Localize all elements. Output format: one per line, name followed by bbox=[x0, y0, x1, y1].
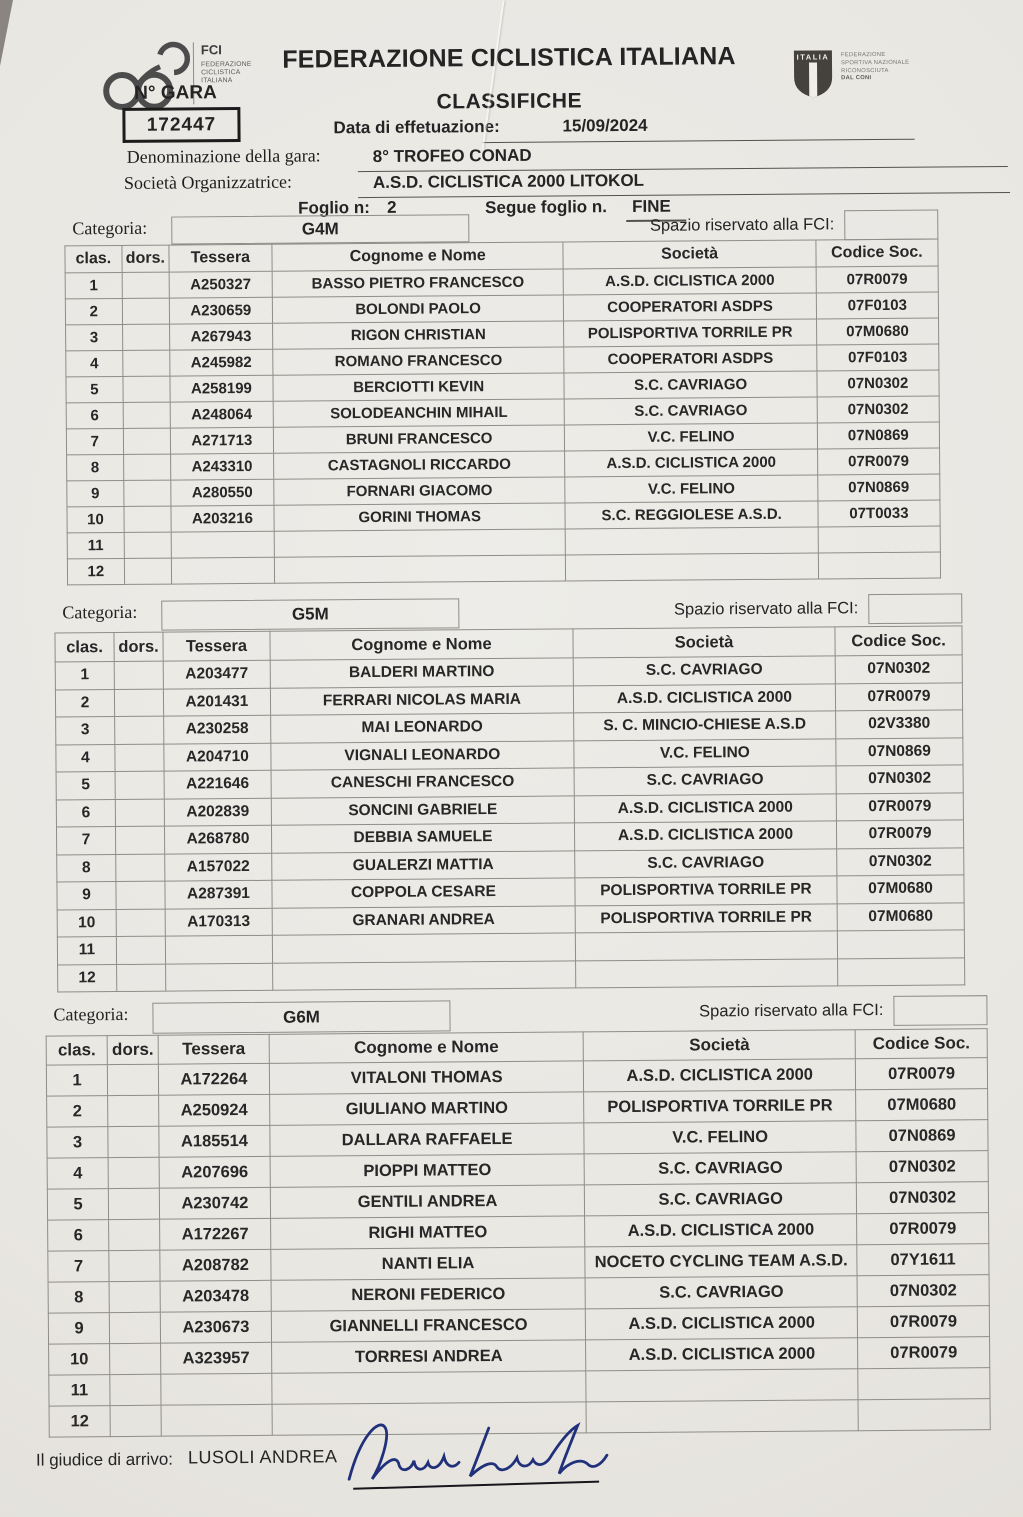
table-cell bbox=[566, 553, 818, 581]
table-cell: 11 bbox=[49, 1375, 110, 1406]
table-cell bbox=[274, 529, 566, 557]
table-cell: S. C. MINCIO-CHIESE A.S.D bbox=[573, 711, 835, 741]
table-cell bbox=[123, 402, 170, 428]
column-header: clas. bbox=[46, 1036, 107, 1065]
table-cell bbox=[114, 661, 163, 689]
table-cell bbox=[818, 552, 940, 579]
table-cell: A208782 bbox=[160, 1249, 271, 1281]
table-cell bbox=[110, 1343, 161, 1374]
column-header: clas. bbox=[55, 633, 114, 662]
table-cell bbox=[124, 558, 171, 584]
column-header: Cognome e Nome bbox=[272, 242, 564, 271]
category-value: G6M bbox=[282, 1006, 320, 1027]
table-cell bbox=[109, 1250, 160, 1281]
table-cell: A.S.D. CICLISTICA 2000 bbox=[573, 683, 835, 713]
table-cell: A287391 bbox=[165, 880, 272, 908]
results-table-g5m bbox=[54, 625, 965, 992]
table-cell bbox=[109, 1219, 160, 1250]
column-header: Tessera bbox=[163, 631, 270, 661]
category-box bbox=[161, 598, 459, 630]
coni-caption-line: FEDERAZIONE bbox=[840, 51, 886, 59]
column-header: Codice Soc. bbox=[855, 1029, 987, 1059]
table-cell: A172267 bbox=[160, 1218, 271, 1250]
table-cell bbox=[108, 1126, 159, 1157]
column-header: Cognome e Nome bbox=[269, 1032, 584, 1063]
table-cell: TORRESI ANDREA bbox=[272, 1340, 587, 1373]
table-cell: 07R0079 bbox=[816, 266, 938, 293]
table-cell bbox=[108, 1188, 159, 1219]
svg-text:ITALIA: ITALIA bbox=[796, 52, 830, 62]
table-cell: 10 bbox=[57, 909, 116, 937]
table-cell: 07M0680 bbox=[837, 875, 964, 903]
table-cell: 07F0103 bbox=[816, 292, 938, 319]
table-cell: A280550 bbox=[171, 479, 274, 506]
table-cell: A157022 bbox=[165, 853, 272, 881]
table-cell: VITALONI THOMAS bbox=[269, 1061, 584, 1094]
table-cell: A271713 bbox=[170, 427, 273, 454]
table-cell: 1 bbox=[46, 1065, 107, 1096]
table-cell: SOLODEANCHIN MIHAIL bbox=[273, 399, 565, 427]
sheet-number-value: 2 bbox=[387, 197, 397, 217]
table-cell: 07M0680 bbox=[856, 1089, 988, 1121]
table-cell: V.C. FELINO bbox=[574, 738, 836, 768]
table-cell: BRUNI FRANCESCO bbox=[273, 425, 565, 453]
table-cell: S.C. CAVRIAGO bbox=[575, 848, 837, 878]
table-cell: A.S.D. CICLISTICA 2000 bbox=[586, 1307, 858, 1340]
table-cell: COPPOLA CESARE bbox=[272, 878, 575, 908]
date-label: Data di effetuazione: bbox=[333, 116, 500, 138]
table-cell bbox=[115, 799, 164, 827]
column-header: dors. bbox=[107, 1035, 158, 1064]
table-cell: 2 bbox=[47, 1096, 108, 1127]
table-cell bbox=[858, 1399, 990, 1431]
table-cell: A230742 bbox=[159, 1187, 270, 1219]
table-cell: 1 bbox=[65, 272, 122, 298]
table-cell: S.C. CAVRIAGO bbox=[584, 1152, 856, 1185]
table-cell: COOPERATORI ASDPS bbox=[564, 293, 816, 321]
table-cell: A203216 bbox=[171, 505, 274, 532]
table-cell: 07N0302 bbox=[837, 847, 964, 875]
column-header: dors. bbox=[114, 632, 163, 661]
table-cell: 07N0302 bbox=[817, 370, 939, 397]
table-cell: 9 bbox=[48, 1313, 109, 1344]
table-cell: SONCINI GABRIELE bbox=[271, 795, 574, 825]
table-cell: 7 bbox=[48, 1251, 109, 1282]
table-cell: PIOPPI MATTEO bbox=[270, 1154, 585, 1187]
table-cell: S.C. CAVRIAGO bbox=[564, 371, 816, 399]
table-cell: GRANARI ANDREA bbox=[272, 905, 575, 935]
table-cell: V.C. FELINO bbox=[565, 475, 817, 503]
table-cell: A323957 bbox=[161, 1342, 272, 1374]
table-cell: A185514 bbox=[159, 1125, 270, 1157]
fci-org-line: CICLISTICA bbox=[201, 69, 241, 77]
category-value: G4M bbox=[301, 219, 339, 239]
race-name-underline bbox=[358, 166, 1008, 172]
table-cell bbox=[858, 1368, 990, 1400]
table-cell bbox=[575, 931, 837, 961]
table-cell: 5 bbox=[47, 1189, 108, 1220]
table-cell bbox=[122, 324, 169, 350]
next-sheet-label: Segue foglio n. bbox=[485, 197, 608, 218]
table-cell: ROMANO FRANCESCO bbox=[273, 347, 565, 375]
table-cell bbox=[122, 298, 169, 324]
fci-space-box bbox=[868, 593, 962, 624]
table-cell bbox=[124, 506, 171, 532]
table-cell bbox=[123, 454, 170, 480]
table-cell: V.C. FELINO bbox=[584, 1121, 856, 1154]
table-cell: A.S.D. CICLISTICA 2000 bbox=[584, 1059, 856, 1092]
table-cell: 07R0079 bbox=[858, 1337, 990, 1369]
sheet-number-label: Foglio n: bbox=[298, 198, 370, 218]
table-cell: 8 bbox=[67, 454, 124, 480]
column-header: Tessera bbox=[158, 1034, 269, 1064]
table-cell: POLISPORTIVA TORRILE PR bbox=[575, 876, 837, 906]
table-cell: A250327 bbox=[169, 271, 272, 298]
table-cell: 1 bbox=[55, 662, 114, 690]
table-cell: 3 bbox=[66, 324, 123, 350]
table-cell bbox=[116, 854, 165, 882]
table-cell: 3 bbox=[56, 717, 115, 745]
table-cell: 9 bbox=[67, 480, 124, 506]
table-cell bbox=[171, 557, 274, 584]
table-cell: RIGHI MATTEO bbox=[271, 1216, 586, 1249]
organizer-label: Società Organizzatrice: bbox=[123, 171, 293, 193]
table-cell: 07F0103 bbox=[816, 344, 938, 371]
table-cell: 8 bbox=[57, 854, 116, 882]
race-name-label: Denominazione della gara: bbox=[126, 145, 321, 167]
category-section-g5m bbox=[54, 592, 965, 992]
table-cell: DEBBIA SAMUELE bbox=[271, 823, 574, 853]
next-sheet-value: FINE bbox=[632, 196, 671, 216]
table-cell: GORINI THOMAS bbox=[274, 503, 566, 531]
italia-shield-icon bbox=[792, 47, 834, 99]
table-cell: 11 bbox=[67, 532, 124, 558]
table-cell: 2 bbox=[65, 298, 122, 324]
table-cell: 07N0302 bbox=[857, 1275, 989, 1307]
table-cell: A.S.D. CICLISTICA 2000 bbox=[565, 449, 817, 477]
column-header: Codice Soc. bbox=[816, 239, 938, 267]
table-cell: A170313 bbox=[165, 908, 272, 936]
table-cell: A243310 bbox=[170, 453, 273, 480]
table-cell: BERCIOTTI KEVIN bbox=[273, 373, 565, 401]
category-box bbox=[171, 214, 469, 244]
coni-caption-line: RICONOSCIUTA bbox=[841, 67, 889, 74]
table-cell: VIGNALI LEONARDO bbox=[271, 740, 574, 770]
table-cell: DALLARA RAFFAELE bbox=[270, 1123, 585, 1156]
coni-logo bbox=[792, 47, 910, 100]
table-cell: 12 bbox=[58, 964, 117, 992]
table-cell: GENTILI ANDREA bbox=[270, 1185, 585, 1218]
table-cell: 5 bbox=[56, 772, 115, 800]
table-cell: BOLONDI PAOLO bbox=[272, 295, 564, 323]
table-cell: 2 bbox=[55, 689, 114, 717]
table-cell: A203477 bbox=[163, 660, 270, 688]
table-cell: 07N0302 bbox=[835, 655, 962, 683]
table-cell: 4 bbox=[47, 1158, 108, 1189]
table-cell: GIANNELLI FRANCESCO bbox=[271, 1309, 586, 1342]
table-cell: POLISPORTIVA TORRILE PR bbox=[584, 1090, 856, 1123]
table-cell bbox=[115, 771, 164, 799]
fci-space-box bbox=[844, 210, 938, 241]
table-cell bbox=[586, 1400, 858, 1433]
organizer-value: A.S.D. CICLISTICA 2000 LITOKOL bbox=[372, 170, 645, 192]
table-cell bbox=[109, 1281, 160, 1312]
page-title: FEDERAZIONE CICLISTICA ITALIANA bbox=[282, 42, 736, 74]
table-cell: S.C. CAVRIAGO bbox=[574, 766, 836, 796]
table-cell bbox=[566, 527, 818, 555]
column-header: Tessera bbox=[169, 244, 272, 272]
table-cell: A248064 bbox=[170, 401, 273, 428]
table-cell: 07R0079 bbox=[835, 682, 962, 710]
table-cell bbox=[115, 716, 164, 744]
table-cell bbox=[837, 930, 964, 958]
table-cell: CASTAGNOLI RICCARDO bbox=[273, 451, 565, 479]
table-cell: 07M0680 bbox=[837, 902, 964, 930]
race-number-box bbox=[122, 107, 240, 143]
table-cell bbox=[161, 1373, 272, 1405]
results-table-g4m bbox=[64, 239, 941, 586]
column-header: Società bbox=[563, 240, 816, 269]
table-cell bbox=[818, 526, 940, 553]
table-cell: 7 bbox=[56, 827, 115, 855]
table-cell: 10 bbox=[67, 506, 124, 532]
table-cell: S.C. REGGIOLESE A.S.D. bbox=[565, 501, 817, 529]
column-header: Cognome e Nome bbox=[270, 629, 573, 660]
category-section-g4m bbox=[64, 209, 941, 586]
table-cell: 12 bbox=[49, 1406, 110, 1437]
fci-org-line: ITALIANA bbox=[201, 77, 233, 85]
table-cell bbox=[838, 957, 965, 985]
table-cell: A207696 bbox=[159, 1156, 270, 1188]
table-cell: V.C. FELINO bbox=[565, 423, 817, 451]
table-cell: 07R0079 bbox=[858, 1306, 990, 1338]
table-cell: 8 bbox=[48, 1282, 109, 1313]
fci-space-label: Spazio riservato alla FCI: bbox=[699, 1000, 884, 1021]
table-cell: A201431 bbox=[163, 688, 270, 716]
table-cell: S.C. CAVRIAGO bbox=[573, 656, 835, 686]
table-cell bbox=[575, 958, 837, 988]
table-cell: A230258 bbox=[164, 715, 271, 743]
table-cell: A.S.D. CICLISTICA 2000 bbox=[574, 793, 836, 823]
table-cell: 7 bbox=[66, 428, 123, 454]
table-cell: A245982 bbox=[170, 349, 273, 376]
table-cell bbox=[114, 689, 163, 717]
page-subtitle: CLASSIFICHE bbox=[436, 89, 583, 114]
table-cell: POLISPORTIVA TORRILE PR bbox=[564, 319, 816, 347]
table-cell: 07R0079 bbox=[836, 792, 963, 820]
table-cell: 4 bbox=[56, 744, 115, 772]
table-cell: 07N0302 bbox=[857, 1182, 989, 1214]
table-cell: A.S.D. CICLISTICA 2000 bbox=[586, 1338, 858, 1371]
table-cell: A250924 bbox=[159, 1094, 270, 1126]
table-cell: A204710 bbox=[164, 743, 271, 771]
table-cell: A172264 bbox=[158, 1063, 269, 1095]
table-cell: A203478 bbox=[160, 1280, 271, 1312]
table-cell: 07M0680 bbox=[816, 318, 938, 345]
table-cell: 07R0079 bbox=[817, 448, 939, 475]
column-header: Codice Soc. bbox=[835, 626, 962, 656]
table-cell: POLISPORTIVA TORRILE PR bbox=[575, 903, 837, 933]
table-cell bbox=[123, 480, 170, 506]
organizer-underline bbox=[358, 192, 1010, 198]
table-cell: 3 bbox=[47, 1127, 108, 1158]
table-cell: NOCETO CYCLING TEAM A.S.D. bbox=[585, 1245, 857, 1278]
table-cell: 07N0302 bbox=[836, 765, 963, 793]
table-cell bbox=[165, 935, 272, 963]
table-cell bbox=[116, 881, 165, 909]
table-cell bbox=[272, 1371, 587, 1404]
coni-caption-line: SPORTIVA NAZIONALE bbox=[840, 59, 910, 67]
table-cell bbox=[116, 936, 165, 964]
table-cell: FORNARI GIACOMO bbox=[274, 477, 566, 505]
table-cell: A230673 bbox=[160, 1311, 271, 1343]
fci-abbr: FCI bbox=[200, 42, 222, 58]
table-cell: 07R0079 bbox=[857, 1213, 989, 1245]
date-value: 15/09/2024 bbox=[562, 115, 648, 136]
table-cell bbox=[272, 960, 575, 990]
table-cell bbox=[116, 909, 165, 937]
table-cell: BASSO PIETRO FRANCESCO bbox=[272, 269, 564, 297]
table-cell: A258199 bbox=[170, 375, 273, 402]
table-cell: 5 bbox=[66, 376, 123, 402]
table-cell: NERONI FEDERICO bbox=[271, 1278, 586, 1311]
table-cell: 07N0869 bbox=[856, 1120, 988, 1152]
fci-space-label: Spazio riservato alla FCI: bbox=[649, 215, 835, 235]
table-cell: S.C. CAVRIAGO bbox=[565, 397, 817, 425]
table-cell: 07R0079 bbox=[836, 820, 963, 848]
table-cell bbox=[124, 532, 171, 558]
table-cell bbox=[110, 1405, 161, 1436]
table-cell bbox=[108, 1095, 159, 1126]
results-table-g6m bbox=[46, 1028, 991, 1437]
table-cell: 9 bbox=[57, 882, 116, 910]
judge-name: LUSOLI ANDREA bbox=[187, 1446, 338, 1468]
coni-caption-line: DAL CONI bbox=[841, 75, 872, 82]
coni-caption bbox=[841, 52, 910, 100]
table-row bbox=[67, 552, 940, 585]
table-cell: RIGON CHRISTIAN bbox=[272, 321, 564, 349]
table-cell: COOPERATORI ASDPS bbox=[564, 345, 816, 373]
table-cell: 07N0869 bbox=[836, 737, 963, 765]
category-section-g6m bbox=[45, 994, 990, 1437]
fci-space-label: Spazio riservato alla FCI: bbox=[673, 599, 859, 619]
table-cell bbox=[171, 531, 274, 558]
table-cell bbox=[117, 964, 166, 992]
fci-space-box bbox=[893, 995, 987, 1026]
table-cell bbox=[108, 1064, 159, 1095]
table-row bbox=[58, 957, 965, 992]
table-cell bbox=[272, 933, 575, 963]
table-cell: A221646 bbox=[164, 770, 271, 798]
table-cell bbox=[165, 963, 272, 991]
table-cell: 07N0302 bbox=[817, 396, 939, 423]
table-cell: GIULIANO MARTINO bbox=[270, 1092, 585, 1125]
table-cell: 10 bbox=[49, 1344, 110, 1375]
column-header: clas. bbox=[65, 245, 122, 272]
table-cell: 07N0302 bbox=[856, 1151, 988, 1183]
table-cell: A202839 bbox=[164, 798, 271, 826]
table-cell: CANESCHI FRANCESCO bbox=[271, 768, 574, 798]
race-number-label: N° GARA bbox=[134, 82, 217, 104]
category-label: Categoria: bbox=[72, 217, 148, 239]
category-label: Categoria: bbox=[53, 1003, 129, 1025]
table-cell: 07T0033 bbox=[818, 500, 940, 527]
table-cell: A.S.D. CICLISTICA 2000 bbox=[585, 1214, 857, 1247]
table-cell: 07N0869 bbox=[817, 422, 939, 449]
fci-org-line: FEDERAZIONE bbox=[200, 60, 252, 69]
table-cell bbox=[108, 1157, 159, 1188]
table-cell: 6 bbox=[48, 1220, 109, 1251]
table-cell: 07R0079 bbox=[856, 1058, 988, 1090]
table-cell bbox=[123, 376, 170, 402]
table-cell: 4 bbox=[66, 350, 123, 376]
category-value: G5M bbox=[291, 604, 329, 624]
column-header: Società bbox=[583, 1030, 855, 1061]
category-box bbox=[152, 1000, 450, 1033]
table-cell: 07N0869 bbox=[817, 474, 939, 501]
table-cell bbox=[115, 826, 164, 854]
table-cell bbox=[122, 272, 169, 298]
table-cell: GUALERZI MATTIA bbox=[272, 850, 575, 880]
fci-bicycle-logo-icon bbox=[98, 38, 191, 117]
table-cell: BALDERI MARTINO bbox=[270, 658, 573, 688]
table-cell bbox=[161, 1404, 272, 1436]
table-cell: A230659 bbox=[169, 297, 272, 324]
column-header: Società bbox=[573, 627, 835, 658]
judge-label: Il giudice di arrivo: bbox=[35, 1449, 174, 1470]
table-cell: 11 bbox=[57, 937, 116, 965]
table-cell bbox=[586, 1369, 858, 1402]
table-cell: NANTI ELIA bbox=[271, 1247, 586, 1280]
table-cell bbox=[109, 1312, 160, 1343]
table-cell: 12 bbox=[67, 558, 124, 584]
table-cell: A.S.D. CICLISTICA 2000 bbox=[574, 821, 836, 851]
table-cell: 6 bbox=[66, 402, 123, 428]
date-underline bbox=[483, 139, 915, 143]
table-cell: 6 bbox=[56, 799, 115, 827]
race-number-value: 172447 bbox=[146, 113, 217, 136]
column-header: dors. bbox=[122, 245, 169, 272]
table-cell bbox=[115, 744, 164, 772]
table-cell: A.S.D. CICLISTICA 2000 bbox=[564, 267, 816, 295]
table-cell: FERRARI NICOLAS MARIA bbox=[270, 685, 573, 715]
table-cell: A267943 bbox=[169, 323, 272, 350]
table-cell: A268780 bbox=[164, 825, 271, 853]
table-cell: MAI LEONARDO bbox=[271, 713, 574, 743]
category-label: Categoria: bbox=[62, 601, 138, 623]
table-cell bbox=[110, 1374, 161, 1405]
table-cell bbox=[274, 555, 566, 583]
table-cell: 02V3380 bbox=[836, 710, 963, 738]
table-cell: 07Y1611 bbox=[857, 1244, 989, 1276]
table-cell bbox=[122, 350, 169, 376]
table-cell: S.C. CAVRIAGO bbox=[585, 1276, 857, 1309]
table-cell: S.C. CAVRIAGO bbox=[585, 1183, 857, 1216]
race-name-value: 8° TROFEO CONAD bbox=[372, 145, 532, 166]
table-cell bbox=[123, 428, 170, 454]
